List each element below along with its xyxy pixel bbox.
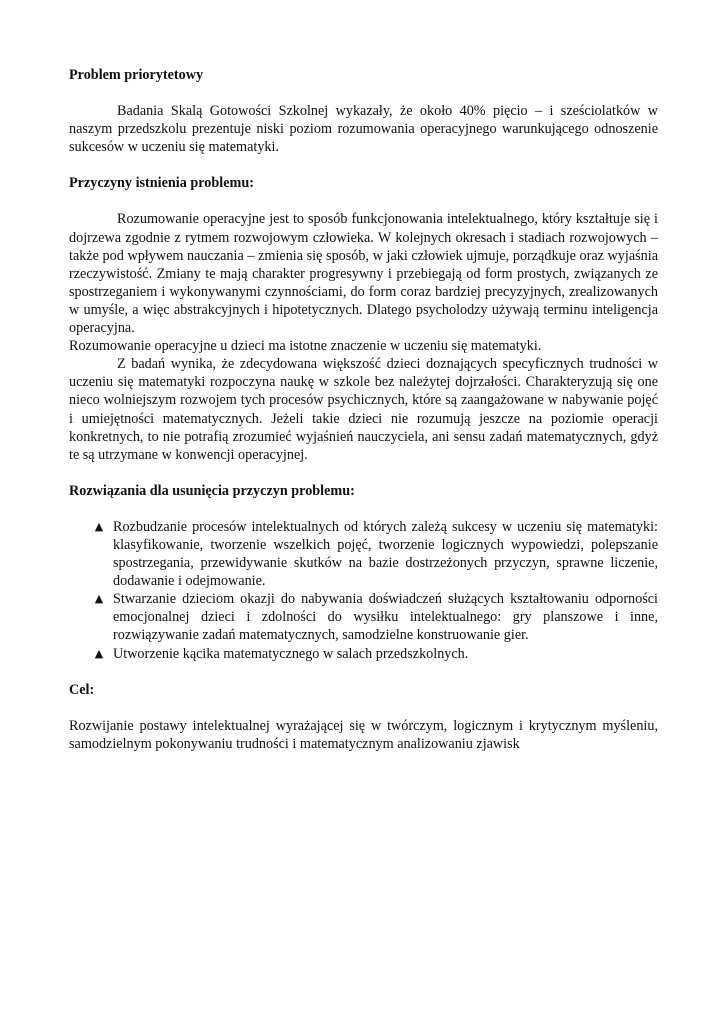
heading-goal: Cel: <box>69 681 95 698</box>
list-item-text: Utworzenie kącika matematycznego w salach przedszkolnych. <box>113 645 469 662</box>
bullet-icon: ▲ <box>94 646 104 660</box>
list-item <box>94 645 658 663</box>
causes-paragraph-3: Z badań wynika, że zdecydowana większość dzieci doznających specyficznych trudności w uczeniu się matematyki rozpoczyna naukę w szkole bez należytej dojrzałości. Charakteryzują się one nieco wolniejszym rozwojem tych procesów psychicznych, które są zaangażowane w nabywanie pojęć i umiejętności matematycznych. Jeżeli takie dzieci nie rozumują jeszcze na poziomie operacji konkretnych, to nie potrafią zrozumieć wyjaśnień nauczyciela, ani sensu zadań matematycznych, gdyż te są utrzymane w konwencji operacyjnej. <box>69 356 658 463</box>
list-item-text: Stwarzanie dzieciom okazji do nabywania doświadczeń służących kształtowaniu odporności emocjonalnej dzieci i zdolności do wysiłku intelektualnego: gry planszowe i inne, rozwiązywanie zadań matematycznych, samodzielne konstruowanie gier. <box>113 591 658 644</box>
bullet-icon: ▲ <box>94 519 104 533</box>
list-item <box>94 590 658 644</box>
solutions-list <box>69 518 658 663</box>
goal-paragraph: Rozwijanie postawy intelektualnej wyrażającej się w twórczym, logicznym i krytycznym myśleniu, samodzielnym pokonywaniu trudności i matematycznym analizowaniu zjawisk <box>69 717 658 752</box>
causes-paragraph-1: Rozumowanie operacyjne jest to sposób funkcjonowania intelektualnego, który kształtuje się i dojrzewa zgodnie z rytmem rozwojowym człowieka. W kolejnych okresach i stadiach rozwojowych – także pod wpływem nauczania – zmienia się sposób, w jaki człowiek ujmuje, porządkuje oraz wyjaśnia rzeczywistość. Zmiany te mają charakter progresywny i przebiegają od form prostych, związanych ze spostrzeganiem i wykonywanymi czynnościami, do form coraz bardziej precyzyjnych, zrealizowanych w umyśle, a więc abstrakcyjnych i hipotetycznych. Dlatego psycholodzy używają terminu inteligencja operacyjna. <box>69 211 658 337</box>
causes-paragraph-2: Rozumowanie operacyjne u dzieci ma istotne znaczenie w uczeniu się matematyki. <box>69 338 542 355</box>
priority-problem-paragraph: Badania Skalą Gotowości Szkolnej wykazały, że około 40% pięcio – i sześciolatków w naszym przedszkolu prezentuje niski poziom rozumowania operacyjnego warunkującego odnoszenie sukcesów w uczeniu się matematyki. <box>69 103 658 156</box>
bullet-icon: ▲ <box>94 592 104 606</box>
heading-problem-causes: Przyczyny istnienia problemu: <box>69 175 254 192</box>
list-item-text: Rozbudzanie procesów intelektualnych od których zależą sukcesy w uczeniu się matematyki: klasyfikowanie, tworzenie wszelkich pojęć, tworzenie logicznych wypowiedzi, polepszanie spostrzegania, przewidywanie skutków na bazie dostrzeżonych przyczyn, sprawne liczenie, dodawanie i odejmowanie. <box>113 518 658 590</box>
list-item <box>94 518 658 590</box>
heading-solutions: Rozwiązania dla usunięcia przyczyn problemu: <box>69 482 355 499</box>
heading-priority-problem: Problem priorytetowy <box>69 67 204 83</box>
